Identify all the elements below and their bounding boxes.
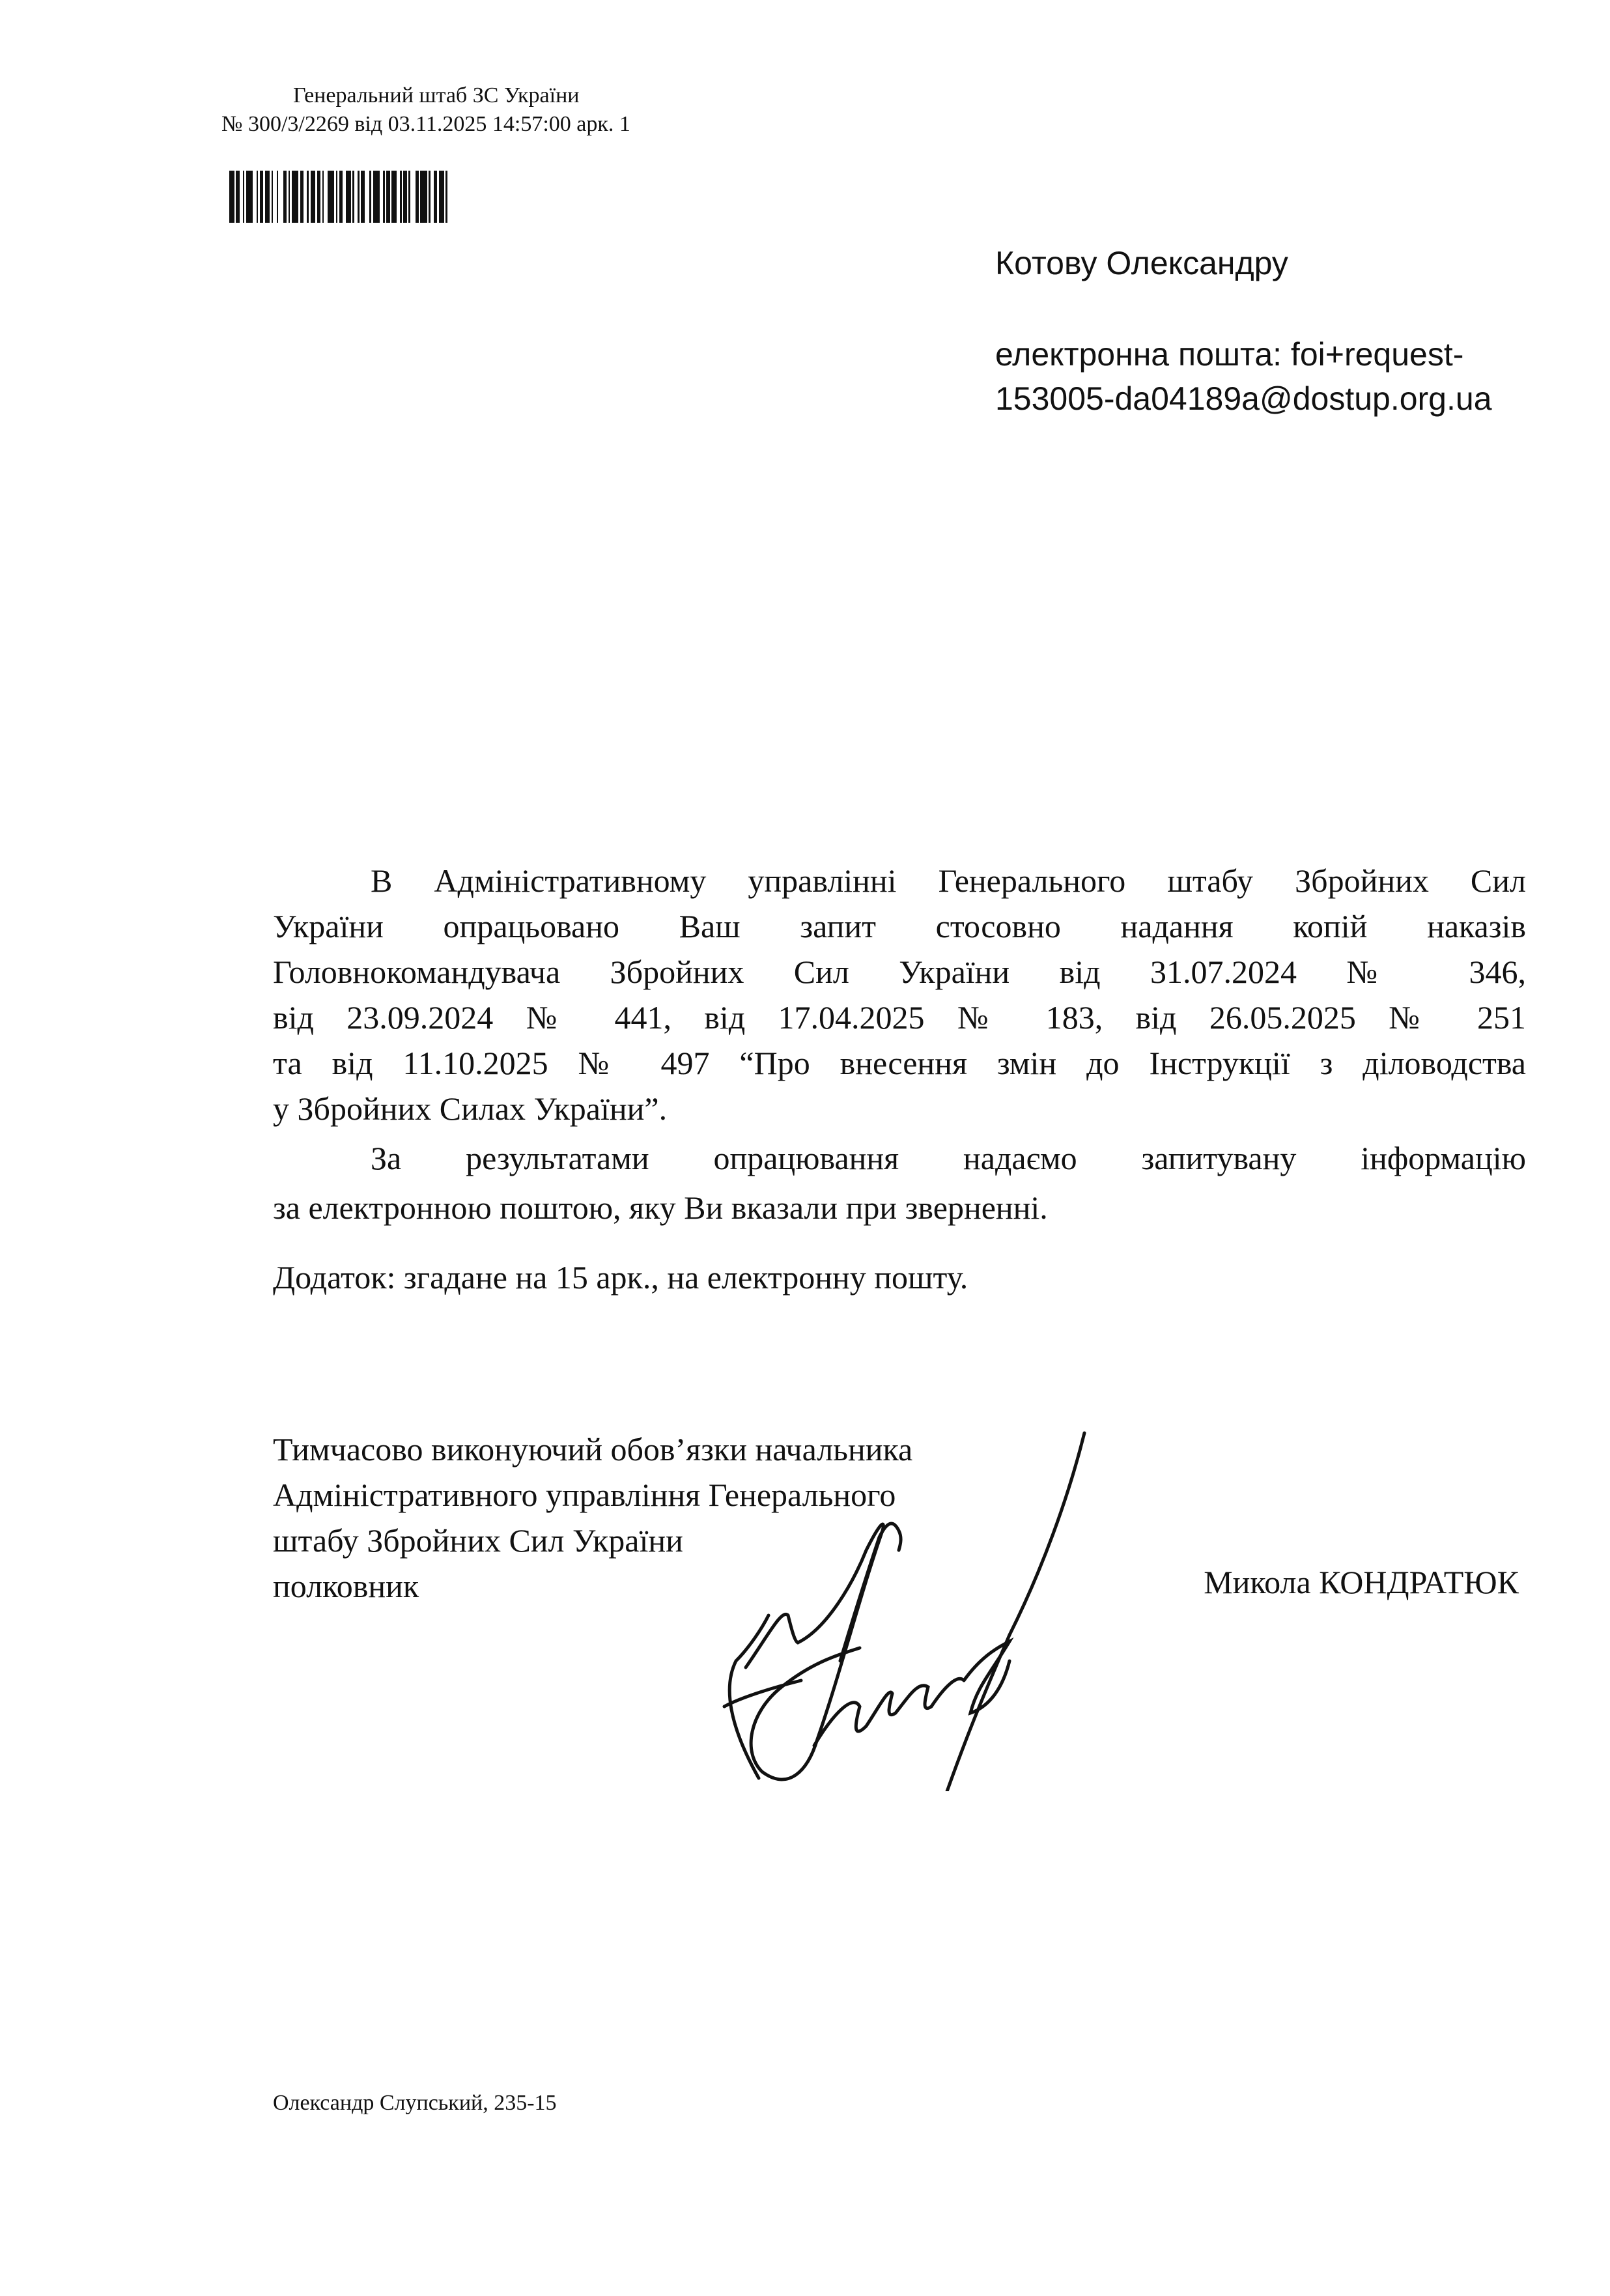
email-line-2: 153005-da04189a@dostup.org.ua <box>995 380 1492 417</box>
body-line: та від 11.10.2025 № 497 “Про внесення змін до Інструкції з діловодства <box>273 1045 1526 1081</box>
barcode-bar <box>311 171 316 223</box>
paragraph-2 <box>273 1133 1526 1232</box>
stamp-org: Генеральний штаб ЗС України <box>293 83 580 107</box>
executor-info: Олександр Слупський, 235-15 <box>273 2091 557 2115</box>
barcode-bar <box>278 171 283 223</box>
barcode <box>229 171 516 223</box>
barcode-bar <box>447 171 451 223</box>
barcode-bar <box>410 171 416 223</box>
paragraph-1 <box>273 858 1526 1131</box>
handwritten-signature <box>684 1400 1140 1791</box>
position-line: штабу Збройних Сил України <box>273 1522 683 1559</box>
body-line: України опрацьовано Ваш запит стосовно надання копій наказів <box>273 908 1526 944</box>
body-line: від 23.09.2024 № 441, від 17.04.2025 № 183, від 26.05.2025 № 251 <box>273 999 1526 1036</box>
position-line: полковник <box>273 1568 419 1604</box>
body-line: у Збройних Силах України”. <box>273 1090 668 1127</box>
attachment-text: Додаток: згадане на 15 арк., на електронну пошту. <box>273 1259 968 1296</box>
barcode-bar <box>246 171 253 223</box>
barcode-bar <box>391 171 397 223</box>
barcode-bar <box>292 171 298 223</box>
email-line-1: електронна пошта: foi+request- <box>995 336 1464 373</box>
barcode-bar <box>373 171 380 223</box>
body-line: За результатами опрацювання надаємо запитувану інформацію <box>371 1140 1526 1176</box>
body-line: за електронною поштою, яку Ви вказали при зверненні. <box>273 1189 1048 1226</box>
signer-name: Микола КОНДРАТЮК <box>1204 1564 1519 1600</box>
barcode-bar <box>346 171 351 223</box>
barcode-bar <box>328 171 334 223</box>
attachment-note <box>273 1252 1526 1303</box>
barcode-bar <box>265 171 270 223</box>
body-line: Головнокомандувача Збройних Сил України від 31.07.2024 № 346, <box>273 954 1526 990</box>
position-line: Адміністративного управління Генерального <box>273 1477 896 1513</box>
barcode-bar <box>365 171 370 223</box>
barcode-bar <box>229 171 234 223</box>
recipient-name: Котову Олександру <box>995 245 1288 281</box>
barcode-bar <box>439 171 444 223</box>
position-line: Тимчасово виконуючий обов’язки начальника <box>273 1431 913 1467</box>
body-line: В Адміністративному управлінні Генерального штабу Збройних Сил <box>371 862 1526 899</box>
stamp-registration: № 300/3/2269 від 03.11.2025 14:57:00 арк. 1 <box>221 112 630 136</box>
barcode-bar <box>420 171 427 223</box>
recipient-email <box>995 332 1492 421</box>
